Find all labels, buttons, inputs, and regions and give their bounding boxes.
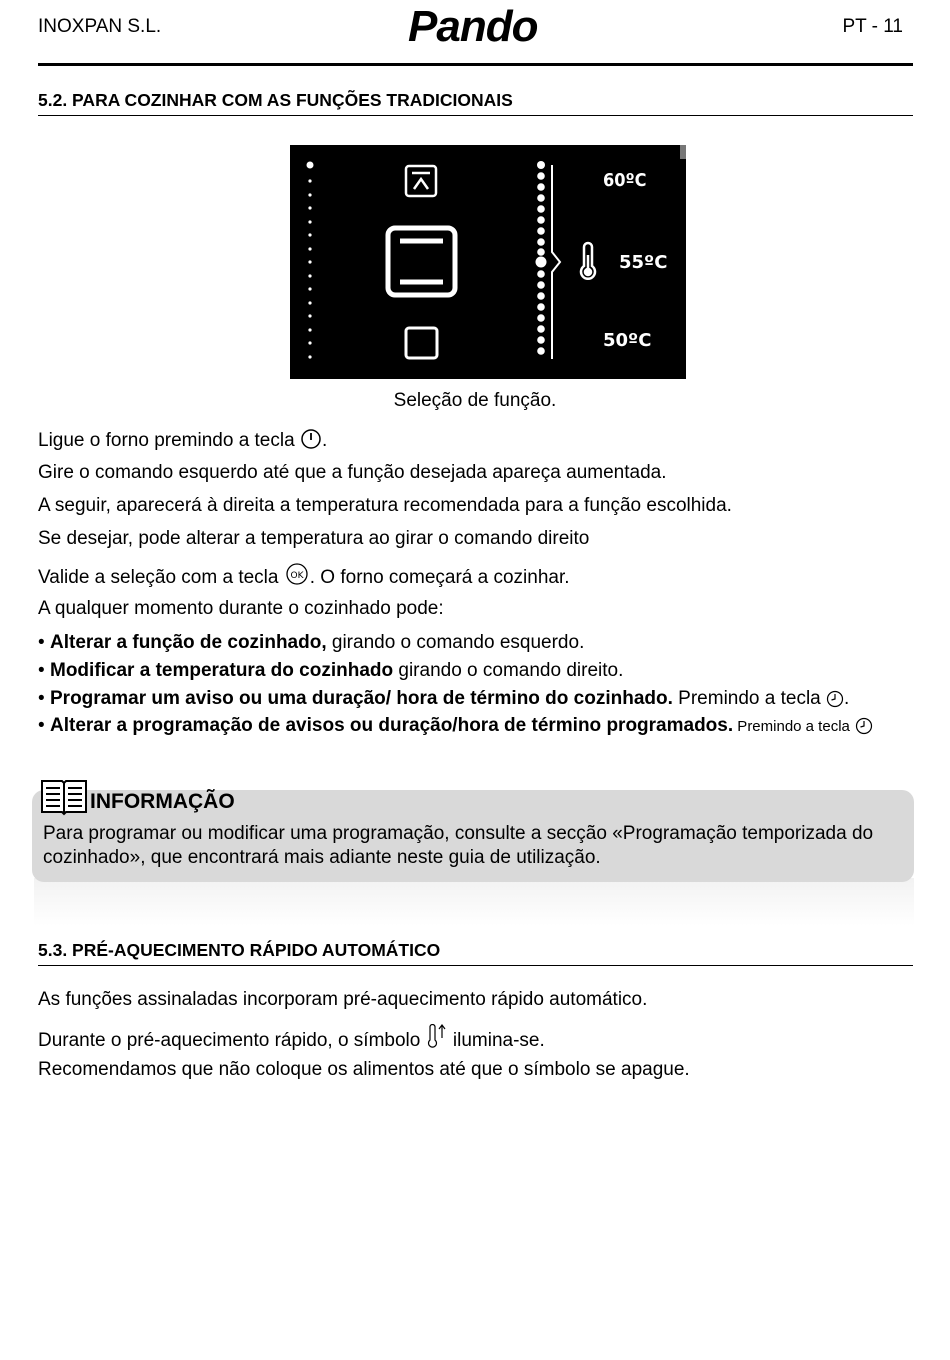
temp-label-top: 60ºC: [603, 170, 647, 191]
function-dots-left: [307, 162, 314, 359]
paragraph-preheat-wait: Recomendamos que não coloque os alimentos até que o símbolo se apague.: [38, 1059, 690, 1080]
temperature-dots: [536, 161, 547, 355]
power-on-end: .: [321, 430, 328, 451]
temp-label-bottom: 50ºC: [603, 330, 652, 351]
bullet-end: .: [844, 688, 850, 709]
bullet-item: • Alterar a função de cozinhado, girando o comando esquerdo.: [38, 632, 585, 653]
paragraph-preheat-functions: As funções assinaladas incorporam pré-aquecimento rápido automático.: [38, 989, 648, 1010]
bullet-text: girando o comando esquerdo.: [326, 632, 585, 653]
bottom-heat-oven-icon: [406, 328, 437, 358]
preheat-symbol-text: Durante o pré-aquecimento rápido, o símbolo: [38, 1030, 421, 1051]
book-icon: [40, 778, 88, 821]
bullet-bold: Modificar a temperatura do cozinhado: [50, 660, 394, 681]
fan-oven-icon: [406, 166, 436, 196]
bullet-item: • Alterar a programação de avisos ou duração/hora de término programados. Premindo a tecla: [38, 714, 873, 742]
oven-display-graphic: [290, 145, 686, 379]
paragraph-power-on: [38, 428, 327, 457]
paragraph-anytime: A qualquer momento durante o cozinhado pode:: [38, 598, 444, 619]
section-title-5-2: 5.2. PARA COZINHAR COM AS FUNÇÕES TRADICIONAIS: [38, 90, 913, 116]
thermometer-icon: [581, 243, 595, 279]
validate-end: . O forno começará a cozinhar.: [309, 567, 570, 588]
company-name: INOXPAN S.L.: [38, 16, 162, 37]
figure-caption: Seleção de função.: [393, 390, 557, 411]
clock-icon: [855, 717, 873, 742]
validate-text: Valide a seleção com a tecla: [38, 567, 279, 588]
bullet-bold: Programar um aviso ou uma duração/ hora de término do cozinhado.: [50, 688, 673, 709]
paragraph-left-knob: Gire o comando esquerdo até que a função desejada apareça aumentada.: [38, 462, 667, 483]
conventional-oven-icon: [388, 228, 455, 295]
page-header: [38, 0, 913, 66]
info-title: INFORMAÇÃO: [90, 790, 235, 813]
power-icon: [300, 428, 322, 457]
section-title-5-3: 5.3. PRÉ-AQUECIMENTO RÁPIDO AUTOMÁTICO: [38, 940, 913, 966]
info-box-fade: [34, 878, 914, 926]
oven-display-image: [290, 145, 686, 379]
preheat-icon: [426, 1024, 448, 1057]
paragraph-validate: [38, 563, 570, 594]
bullet-text: girando o comando direito.: [393, 660, 624, 681]
bullet-bold: Alterar a programação de avisos ou duração/hora de término programados.: [50, 715, 734, 736]
paragraph-recommended-temp: A seguir, aparecerá à direita a temperatura recomendada para a função escolhida.: [38, 495, 732, 516]
bullet-item: • Modificar a temperatura do cozinhado girando o comando direito.: [38, 660, 624, 681]
bullet-bold: Alterar a função de cozinhado,: [50, 632, 327, 653]
paragraph-right-knob: Se desejar, pode alterar a temperatura ao girar o comando direito: [38, 528, 590, 549]
brand-logo: Pando: [408, 2, 538, 51]
bullet-item: • Programar um aviso ou uma duração/ hora de término do cozinhado. Premindo a tecla .: [38, 687, 849, 715]
preheat-symbol-end: ilumina-se.: [447, 1030, 545, 1051]
temp-label-selected: 55ºC: [619, 252, 668, 273]
svg-text:OK: OK: [290, 571, 304, 581]
clock-icon: [826, 690, 844, 715]
info-text: Para programar ou modificar uma programação, consulte a secção «Programação temporizada do cozinhado», que encontrará mais adiante neste guia de utilização.: [43, 823, 874, 868]
temperature-bracket: [552, 165, 560, 359]
bullet-text: Premindo a tecla: [733, 718, 850, 735]
paragraph-preheat-symbol: [38, 1024, 545, 1057]
bullet-text: Premindo a tecla: [672, 688, 821, 709]
power-on-text: Ligue o forno premindo a tecla: [38, 430, 295, 451]
page-number: PT - 11: [842, 16, 903, 37]
ok-key-icon: [284, 563, 310, 594]
